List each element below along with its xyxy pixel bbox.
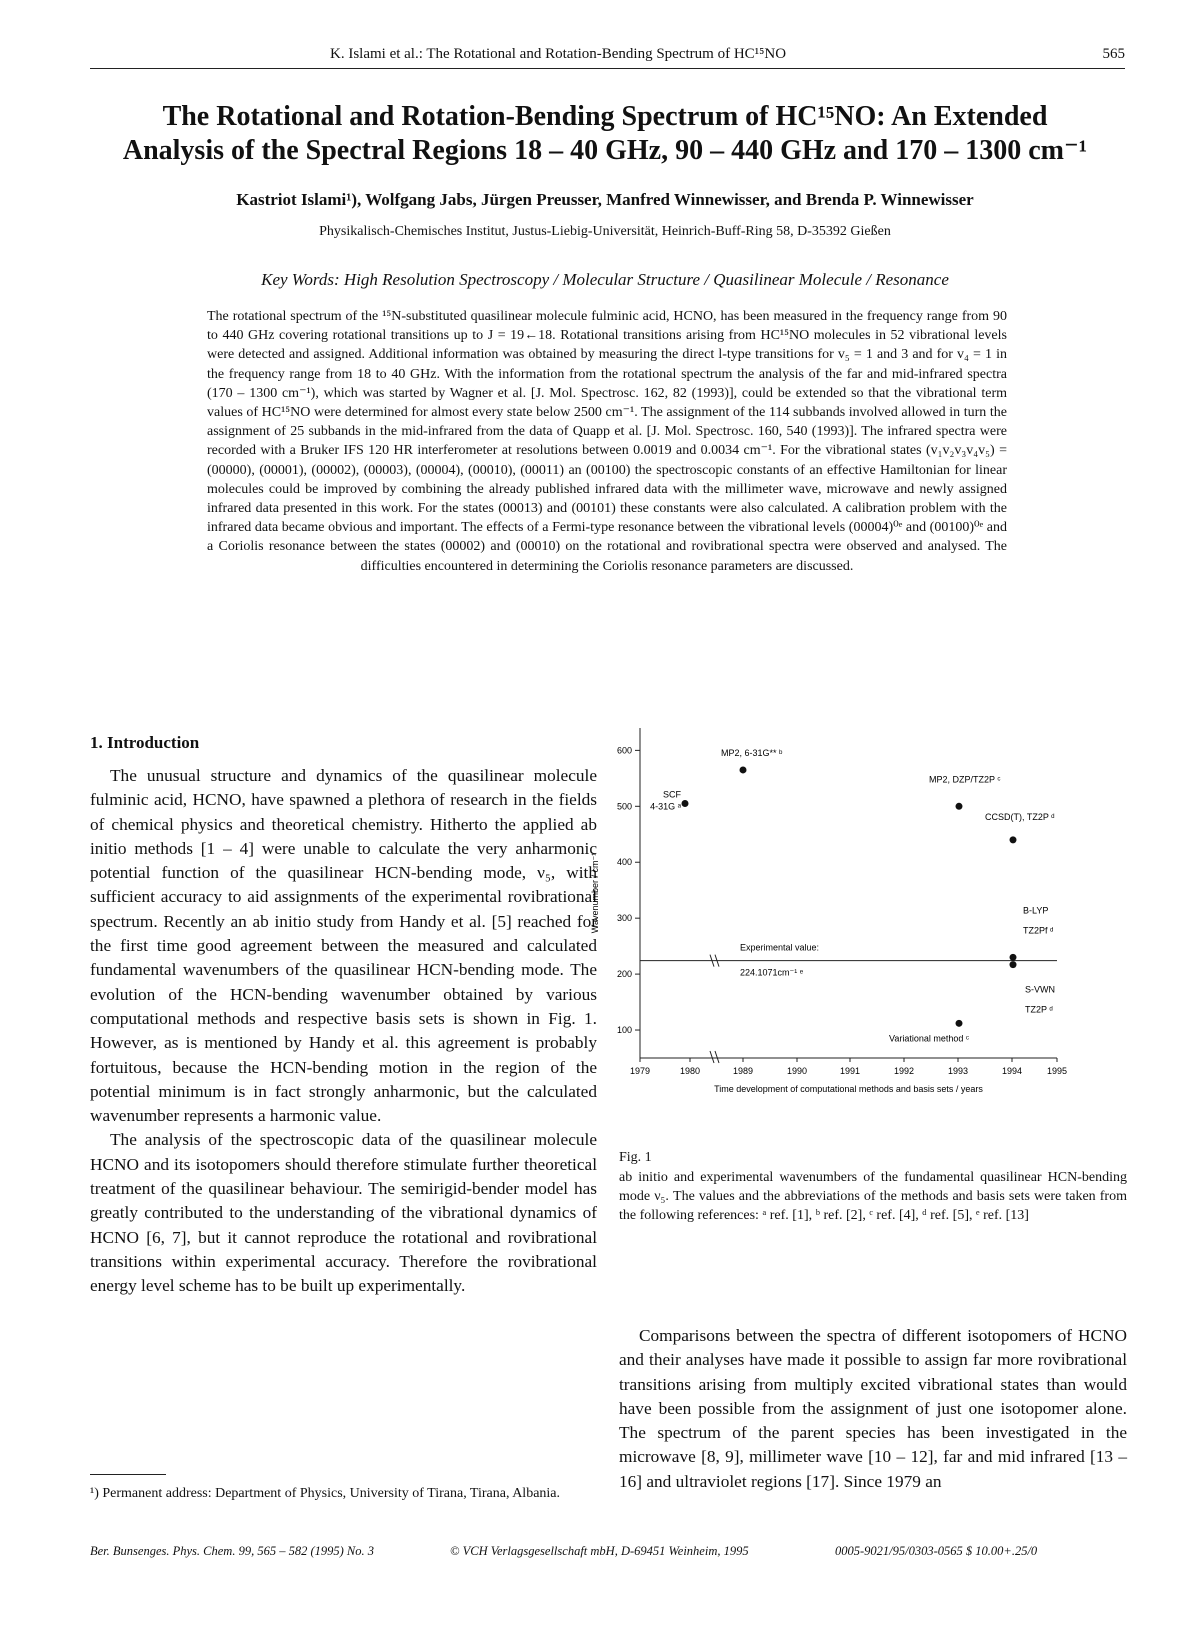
left-column xyxy=(90,764,597,1299)
x-tick-label: 1991 xyxy=(839,1066,861,1076)
y-tick-label: 200 xyxy=(616,969,632,980)
intro-paragraph-2: The analysis of the spectroscopic data of the quasilinear molecule HCNO and its isotopomers should therefore stimulate further theoretical treatment of the quasilinear behaviour. The semirigid-bender model has greatly contributed to the understanding of the vibrational dynamics of HCNO [6, 7], but it cannot reproduce the rotational and rovibrational transitions within experimental accuracy. Therefore the rovibrational energy level scheme has to be built up experimentally. xyxy=(90,1130,597,1296)
x-axis-break xyxy=(710,1051,719,1063)
x-axis-label: Time development of computational methods and basis sets / years xyxy=(714,1084,983,1094)
figure-1 xyxy=(590,728,1132,1148)
running-title: K. Islami et al.: The Rotational and Rotation-Bending Spectrum of HC¹⁵NO xyxy=(330,46,787,62)
y-tick-label: 400 xyxy=(616,857,632,868)
section-heading: 1. Introduction xyxy=(90,733,200,752)
reference-label: Experimental value: xyxy=(740,942,820,953)
figure-label: Fig. 1 xyxy=(619,1150,652,1165)
title-line-2: Analysis of the Spectral Regions 18 – 40 GHz, 90 – 440 GHz and 170 – 1300 cm⁻¹ xyxy=(122,135,1088,166)
figure-caption: ab initio and experimental wavenumbers of the fundamental quasilinear HCN-bending mode ν₅. The values and the abbreviations of the methods and basis sets were taken from the following references: ᵃ ref. [1], ᵇ ref. [2], ᶜ ref. [4], ᵈ ref. [5], ᵉ ref. [13] xyxy=(619,1170,1127,1223)
data-point xyxy=(956,803,963,810)
affiliation: Physikalisch-Chemisches Institut, Justus-Liebig-Universität, Heinrich-Buff-Ring 58, D-35392 Gießen xyxy=(319,224,891,239)
data-point xyxy=(740,766,747,773)
running-header xyxy=(90,44,1125,69)
y-axis-label: Wavenumber / cm⁻¹ xyxy=(590,852,600,934)
y-tick-label: 100 xyxy=(616,1025,632,1036)
x-tick-label: 1979 xyxy=(629,1066,651,1076)
title-line-1: The Rotational and Rotation-Bending Spectrum of HC¹⁵NO: An Extended xyxy=(162,101,1048,132)
x-tick-label: 1994 xyxy=(1001,1066,1023,1076)
point-label: S-VWN xyxy=(1025,984,1055,995)
point-label: Variational method ᶜ xyxy=(889,1033,970,1044)
footer-journal: Ber. Bunsenges. Phys. Chem. 99, 565 – 582 (1995) No. 3 xyxy=(90,1544,374,1558)
data-point xyxy=(956,1020,963,1027)
data-point xyxy=(682,800,689,807)
x-tick-label: 1989 xyxy=(732,1066,754,1076)
point-label: CCSD(T), TZ2P ᵈ xyxy=(985,811,1055,822)
data-point xyxy=(1010,954,1017,961)
footer-code: 0005-9021/95/0303-0565 $ 10.00+.25/0 xyxy=(835,1544,1038,1558)
footnote: ¹) Permanent address: Department of Physics, University of Tirana, Tirana, Albania. xyxy=(90,1486,561,1501)
page-number: 565 xyxy=(1102,46,1125,62)
point-label: SCF xyxy=(663,789,681,800)
x-tick-label: 1993 xyxy=(947,1066,969,1076)
right-column xyxy=(619,1324,1127,1494)
point-label: MP2, 6-31G** ᵇ xyxy=(721,747,783,758)
article-title xyxy=(80,100,1130,168)
y-tick-label: 600 xyxy=(616,745,632,756)
footer-publisher: © VCH Verlagsgesellschaft mbH, D-69451 Weinheim, 1995 xyxy=(450,1544,749,1558)
point-sublabel: 4-31G ᵃ xyxy=(650,801,681,812)
author-list: Kastriot Islami¹), Wolfgang Jabs, Jürgen Preusser, Manfred Winnewisser, and Brenda P. Winnewisser xyxy=(236,190,974,209)
x-tick-label: 1995 xyxy=(1046,1066,1068,1076)
data-point xyxy=(1010,961,1017,968)
reference-value-label: 224.1071cm⁻¹ ᵉ xyxy=(740,967,804,978)
right-paragraph: Comparisons between the spectra of different isotopomers of HCNO and their analyses have made it possible to assign far more rovibrational transitions arising from multiply excited vibrational states than would have been possible from the assignment of just one isotopomer alone. The spectrum of the parent species has been investigated in the microwave [8, 9], millimeter wave [10 – 12], far and mid infrared [13 – 16] and ultraviolet regions [17]. Since 1979 an xyxy=(619,1326,1127,1491)
footnote-rule xyxy=(90,1474,166,1475)
x-tick-label: 1980 xyxy=(679,1066,701,1076)
point-sublabel: TZ2Pf ᵈ xyxy=(1023,925,1054,936)
x-tick-label: 1992 xyxy=(893,1066,915,1076)
intro-paragraph-1: The unusual structure and dynamics of the quasilinear molecule fulminic acid, HCNO, have spawned a plethora of research in the fields of chemical physics and theoretical chemistry. Hitherto the applied ab initio methods [1 – 4] were unable to calculate the very anharmonic potential function of the quasilinear HCN-bending mode, ν₅, with sufficient accuracy to aid assignments of the experimental rovibrational spectrum. Recently an ab initio study from Handy et al. [5] reached for the first time good agreement between the measured and calculated fundamental wavenumbers of the quasilinear HCN-bending mode. The evolution of the HCN-bending wavenumber obtained by various computational methods and respective basis sets is shown in Fig. 1. However, as is mentioned by Handy et al. this agreement is probably fortuitous, because the HCN-bending motion in the region of the potential minimum is in fact strongly anharmonic, but the calculated wavenumber represents a harmonic value. xyxy=(90,766,597,1126)
abstract: The rotational spectrum of the ¹⁵N-substituted quasilinear molecule fulminic acid, HCNO, has been measured in the frequency range from 90 to 440 GHz covering rotational transitions up to J = 19←18. Rotational transitions arising from HC¹⁵NO molecules in 52 vibrational levels were detected and assigned. Additional information was obtained by measuring the direct l-type transitions for v₅ = 1 and 3 and for v₄ = 1 in the frequency range from 18 to 40 GHz. With the information from the rotational spectrum the analysis of the far and mid-infrared spectra (170 – 1300 cm⁻¹), which was started by Wagner et al. [J. Mol. Spectrosc. 162, 82 (1993)], could be extended so that the vibrational term values of HC¹⁵NO were determined for almost every state below 2500 cm⁻¹. The assignment of the 114 subbands involved allowed in turn the assignment of 25 subbands in the mid-infrared from the data of Quapp et al. [J. Mol. Spectrosc. 160, 540 (1993)]. The infrared spectra were recorded with a Bruker IFS 120 HR interferometer at resolutions between 0.0019 and 0.0034 cm⁻¹. For the vibrational states (v₁v₂v₃v₄v₅) = (00000), (00001), (00002), (00003), (00004), (00010), (00011) an (00100) the spectroscopic constants of an effective Hamiltonian for linear molecules could be improved by combining the already published infrared data with the millimeter wave, microwave and newly assigned infrared data presented in this work. For the states (00013) and (00101) these constants were also calculated. A calibration problem with the infrared data became obvious and important. The effects of a Fermi-type resonance between the vibrational levels (00004)⁰ᵉ and (00100)⁰ᵉ and a Coriolis resonance between the states (00002) and (00010) on the rotational and rovibrational spectra were observed and analysed. The difficulties encountered in determining the Coriolis resonance parameters are discussed. xyxy=(207,309,1007,574)
y-tick-label: 500 xyxy=(616,801,632,812)
data-point xyxy=(1010,836,1017,843)
x-tick-label: 1990 xyxy=(786,1066,808,1076)
y-tick-label: 300 xyxy=(616,913,632,924)
point-sublabel: TZ2P ᵈ xyxy=(1025,1004,1053,1015)
point-label: MP2, DZP/TZ2P ᶜ xyxy=(929,774,1001,785)
keywords: Key Words: High Resolution Spectroscopy / Molecular Structure / Quasilinear Molecule / Resonance xyxy=(261,270,949,289)
chart-svg xyxy=(590,728,1132,1148)
point-label: B-LYP xyxy=(1023,905,1049,916)
